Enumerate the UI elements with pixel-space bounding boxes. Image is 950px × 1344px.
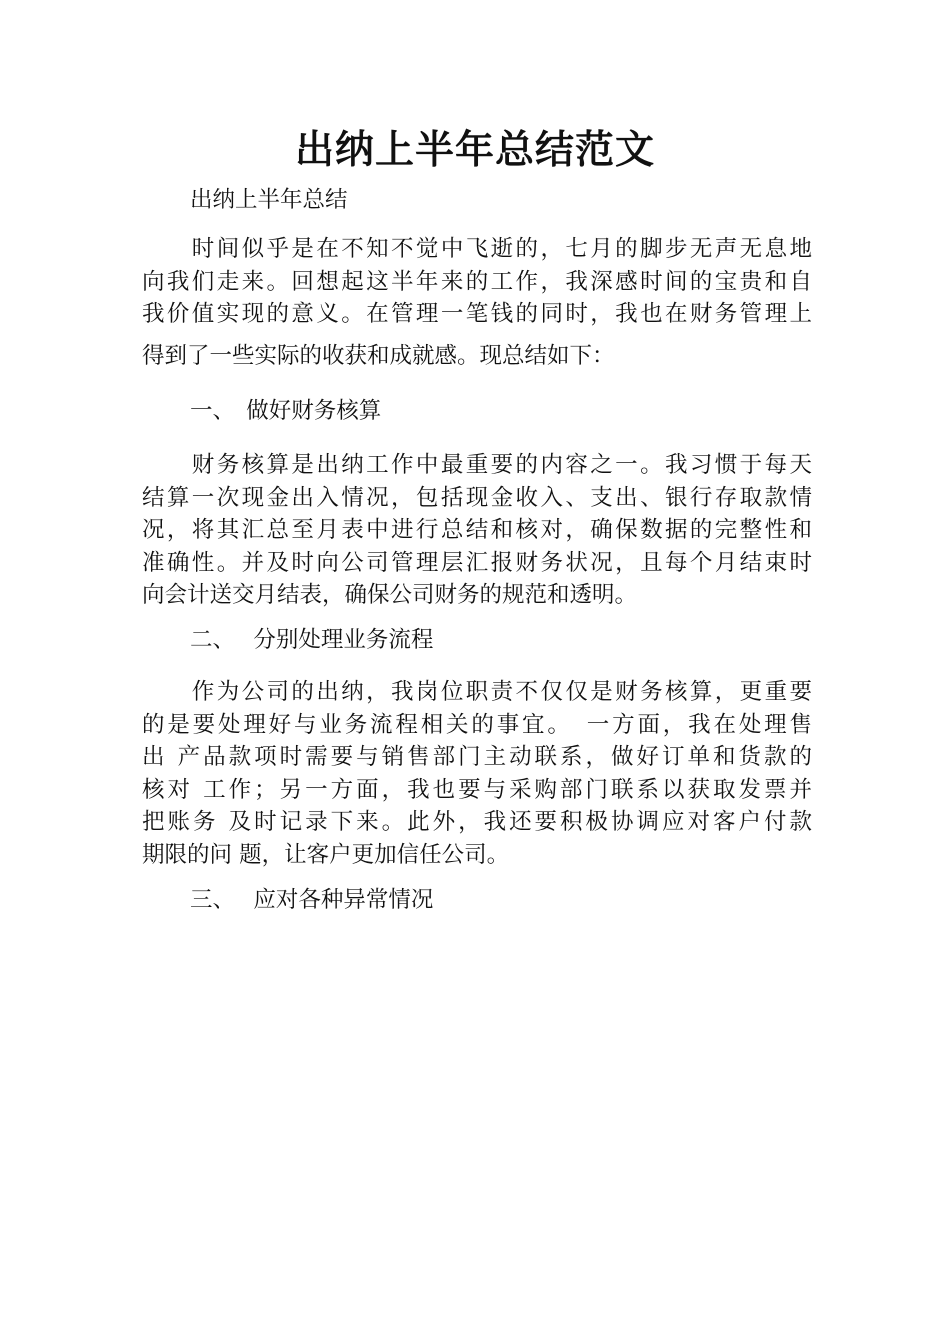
paragraph-line: 结算一次现金出入情况，包括现金收入、支出、银行存取款情 (142, 484, 812, 511)
paragraph-line: 把账务 及时记录下来。此外，我还要积极协调应对客户付款 (142, 809, 812, 835)
paragraph-line: 财务核算是出纳工作中最重要的内容之一。我习惯于每天 (142, 452, 812, 478)
paragraph-line: 我价值实现的意义。在管理一笔钱的同时，我也在财务管理上 (142, 301, 812, 327)
section-heading-2: 二、 分别处理业务流程 (190, 627, 434, 653)
document-subtitle: 出纳上半年总结 (190, 187, 348, 213)
paragraph-line: 出 产品款项时需要与销售部门主动联系，做好订单和货款的 (142, 744, 812, 770)
section-2-paragraph (142, 676, 812, 871)
section-heading-1: 一、 做好财务核算 (190, 398, 382, 424)
paragraph-line: 向我们走来。回想起这半年来的工作，我深感时间的宝贵和自 (142, 268, 812, 295)
section-heading-3: 三、 应对各种异常情况 (190, 887, 434, 913)
paragraph-line: 核对 工作；另一方面，我也要与采购部门联系以获取发票并 (142, 776, 812, 803)
paragraph-line: 作为公司的出纳，我岗位职责不仅仅是财务核算，更重要 (142, 679, 812, 705)
paragraph-line: 向会计送交月结表，确保公司财务的规范和透明。 (142, 582, 638, 608)
paragraph-line: 时间似乎是在不知不觉中飞逝的，七月的脚步无声无息地 (142, 236, 812, 262)
paragraph-line: 况，将其汇总至月表中进行总结和核对，确保数据的完整性和 (142, 517, 812, 543)
section-1-paragraph (142, 449, 812, 612)
document-title: 出纳上半年总结范文 (294, 127, 655, 173)
paragraph-line: 得到了一些实际的收获和成就感。现总结如下： (142, 342, 615, 369)
paragraph-line: 准确性。并及时向公司管理层汇报财务状况，且每个月结束时 (142, 549, 812, 576)
intro-paragraph (142, 233, 812, 372)
paragraph-line: 的是要处理好与业务流程相关的事宜。 一方面，我在处理售 (142, 711, 812, 738)
paragraph-line: 期限的问 题，让客户更加信任公司。 (142, 841, 510, 868)
